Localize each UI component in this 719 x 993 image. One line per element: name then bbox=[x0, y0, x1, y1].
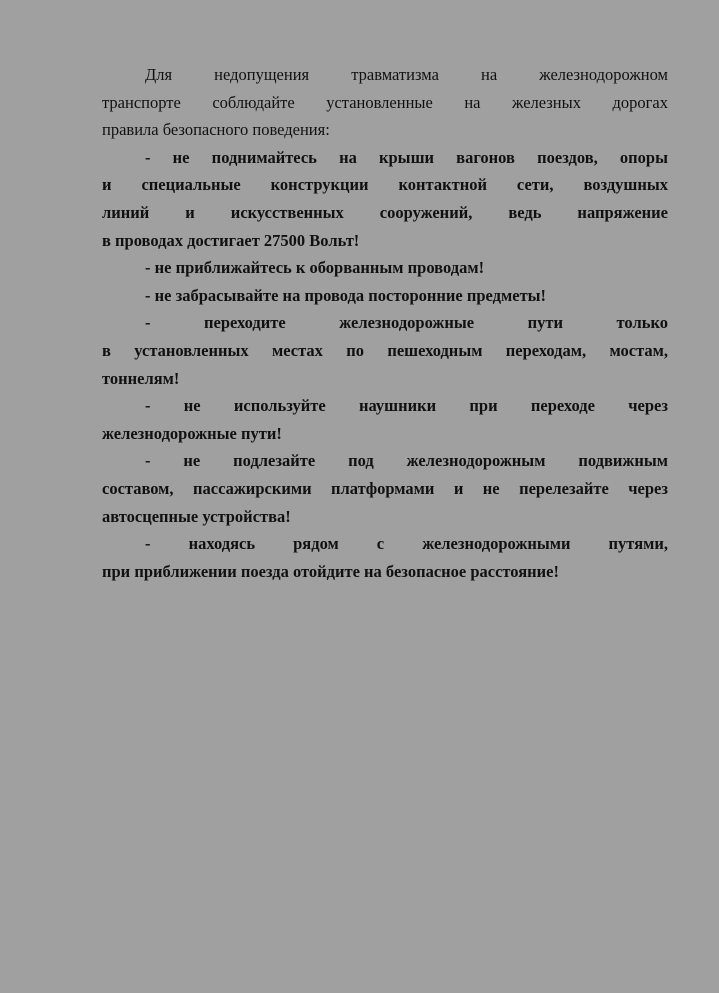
rule-line: линий и искусственных сооружений, ведь напряжение bbox=[102, 202, 668, 222]
rule-line: - не приближайтесь к оборванным проводам! bbox=[145, 258, 485, 278]
intro-line: правила безопасного поведения: bbox=[102, 120, 330, 140]
rule-line: - переходите железнодорожные пути только bbox=[145, 313, 668, 333]
rule-line: - не забрасывайте на провода посторонние предметы! bbox=[145, 285, 547, 305]
rule-line: - не подлезайте под железнодорожным подвижным bbox=[145, 451, 668, 471]
rule-line: - находясь рядом с железнодорожными путями, bbox=[145, 534, 668, 554]
rule-line: и специальные конструкции контактной сети, воздушных bbox=[102, 175, 668, 195]
safety-text bbox=[102, 61, 668, 585]
rule-line: при приближении поезда отойдите на безопасное расстояние! bbox=[102, 561, 560, 581]
rule-line: автосцепные устройства! bbox=[102, 506, 291, 526]
rule-line: тоннелям! bbox=[102, 368, 180, 388]
rule-line: в проводах достигает 27500 Вольт! bbox=[102, 230, 360, 250]
rule-line: в установленных местах по пешеходным переходам, мостам, bbox=[102, 340, 668, 360]
intro-line: Для недопущения травматизма на железнодорожном bbox=[145, 65, 668, 84]
rule-line: составом, пассажирскими платформами и не перелезайте через bbox=[102, 478, 668, 498]
rule-line: - не поднимайтесь на крыши вагонов поездов, опоры bbox=[145, 147, 668, 167]
rule-line: железнодорожные пути! bbox=[102, 423, 282, 443]
intro-line: транспорте соблюдайте установленные на железных дорогах bbox=[102, 92, 668, 112]
rule-line: - не используйте наушники при переходе через bbox=[145, 396, 668, 416]
